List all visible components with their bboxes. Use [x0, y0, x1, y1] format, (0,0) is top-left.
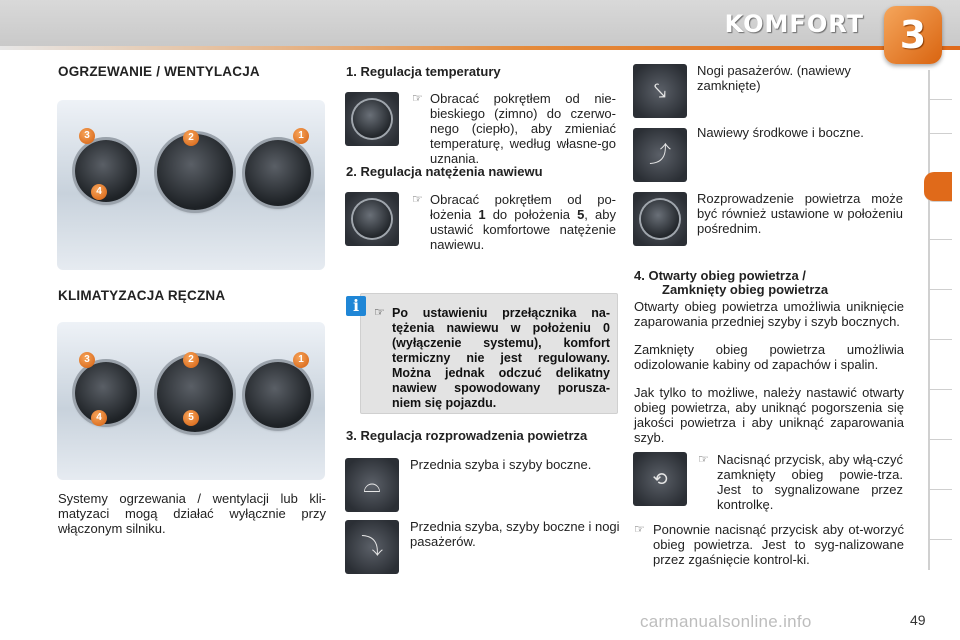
section-heading-heating: OGRZEWANIE / WENTYLACJA: [58, 64, 260, 79]
chapter-number-badge: 3: [884, 6, 942, 64]
section-2-text: Obracać pokrętłem od po-łożenia 1 do położenia 5, aby ustawić komfortowe natężenie nawiewu.: [430, 192, 616, 252]
watermark: carmanualsonline.info: [640, 612, 812, 631]
pointing-hand-icon: ☞: [634, 522, 645, 536]
pointing-hand-icon: ☞: [412, 192, 423, 206]
callout-number: 1: [293, 352, 309, 368]
chapter-tab[interactable]: [928, 260, 952, 290]
windscreen-demist-thumbnail: [345, 458, 399, 512]
header-accent-stripe: [0, 46, 960, 50]
callout-number: 1: [293, 128, 309, 144]
section-1-text: Obracać pokrętłem od nie-bieskiego (zimno) do czerwo-nego (ciepło), aby zmieniać temperaturę, według własne-go uznania.: [430, 91, 616, 166]
distribution-intermediate-text: Rozprowadzenie powietrza może być również ustawione w położeniu pośrednim.: [697, 191, 903, 236]
feet-vent-thumbnail: [633, 64, 687, 118]
distribution-windscreen-feet-text: Przednia szyba, szyby boczne i nogi pasażerów.: [410, 519, 620, 549]
chapter-tab[interactable]: [928, 70, 952, 100]
open-circulation-paragraph: Otwarty obieg powietrza umożliwia uniknięcie zaparowania przedniej szyby i szyb bocznych.: [634, 299, 904, 329]
recommendation-paragraph: Jak tylko to możliwe, należy nastawić otwarty obieg powietrza, aby uniknąć pogorszenia się jakości powietrza i aby uniknąć zaparowania szyb.: [634, 385, 904, 445]
chapter-tab[interactable]: [928, 210, 952, 240]
fan-knob-thumbnail: [345, 192, 399, 246]
info-icon: i: [346, 296, 366, 316]
section-3-title: 3. Regulacja rozprowadzenia powietrza: [346, 428, 588, 443]
chapter-tab-rail: [928, 70, 950, 570]
distribution-windscreen-text: Przednia szyba i szyby boczne.: [410, 457, 592, 472]
fan-speed-dial: [157, 134, 233, 210]
distribution-knob-thumbnail: [633, 192, 687, 246]
callout-number: 2: [183, 352, 199, 368]
section-4-title-line2: Zamknięty obieg powietrza: [662, 282, 829, 297]
heating-panel-illustration: [57, 100, 325, 270]
temperature-knob-icon: [353, 100, 391, 138]
temperature-dial: [245, 140, 311, 206]
section-1-title: 1. Regulacja temperatury: [346, 64, 501, 79]
temperature-knob-thumbnail: [345, 92, 399, 146]
pointing-hand-icon: ☞: [412, 91, 423, 105]
callout-number: 4: [91, 410, 107, 426]
windscreen-icon: ⌓: [363, 472, 381, 497]
windscreen-feet-icon: ⤵: [360, 534, 383, 559]
chapter-tab[interactable]: [928, 310, 952, 340]
recirculation-button-thumbnail: [633, 452, 687, 506]
chapter-tab[interactable]: [928, 104, 952, 134]
temperature-dial: [245, 362, 311, 428]
distribution-knob-icon: [641, 200, 679, 238]
callout-number: 2: [183, 130, 199, 146]
recirculation-icon: ⟲: [652, 469, 668, 489]
face-vents-icon: ⤴: [648, 142, 671, 167]
callout-number: 3: [79, 352, 95, 368]
press-again-text: Ponownie nacisnąć przycisk aby ot-worzyć obieg powietrza. Jest to syg-nalizowane przez zgaśnięcie kontrol-ki.: [653, 522, 904, 567]
feet-air-icon: ⤥: [653, 78, 667, 103]
pointing-hand-icon: ☞: [374, 305, 385, 319]
callout-number: 4: [91, 184, 107, 200]
callout-number: 3: [79, 128, 95, 144]
engine-running-note: Systemy ogrzewania / wentylacji lub kli-matyzaci mogą działać wyłącznie przy włączonym silniku.: [58, 491, 326, 536]
ac-panel-illustration: [57, 322, 325, 480]
chapter-tab-active[interactable]: [924, 172, 952, 202]
face-vents-thumbnail: [633, 128, 687, 182]
chapter-tab[interactable]: [928, 360, 952, 390]
fan-knob-icon: [353, 200, 391, 238]
press-button-text: Nacisnąć przycisk, aby włą-czyć zamknięty obieg powie-trza. Jest to sygnalizowane przez kontrolkę.: [717, 452, 903, 512]
callout-number: 5: [183, 410, 199, 426]
section-2-title: 2. Regulacja natężenia nawiewu: [346, 164, 543, 179]
chapter-tab[interactable]: [928, 410, 952, 440]
distribution-feet-text: Nogi pasażerów. (nawiewy zamknięte): [697, 63, 851, 93]
chapter-title: KOMFORT: [724, 10, 864, 38]
chapter-tab[interactable]: [928, 510, 952, 540]
distribution-vents-text: Nawiewy środkowe i boczne.: [697, 125, 864, 140]
windscreen-feet-thumbnail: [345, 520, 399, 574]
chapter-tab[interactable]: [928, 460, 952, 490]
section-heading-ac: KLIMATYZACJA RĘCZNA: [58, 288, 226, 303]
page-number: 49: [910, 612, 926, 628]
section-4-title-line1: 4. Otwarty obieg powietrza /: [634, 268, 806, 283]
info-box-text: Po ustawieniu przełącznika na-tężenia nawiewu w położeniu 0 (wyłączenie systemu), komfort termiczny nie jest regulowany. Można jednak odczuć delikatny nawiew spowodowany porusza-niem się pojazdu.: [392, 306, 610, 410]
pointing-hand-icon: ☞: [698, 452, 709, 466]
closed-circulation-paragraph: Zamknięty obieg powietrza umożliwia odizolowanie kabiny od zapachów i spalin.: [634, 342, 904, 372]
